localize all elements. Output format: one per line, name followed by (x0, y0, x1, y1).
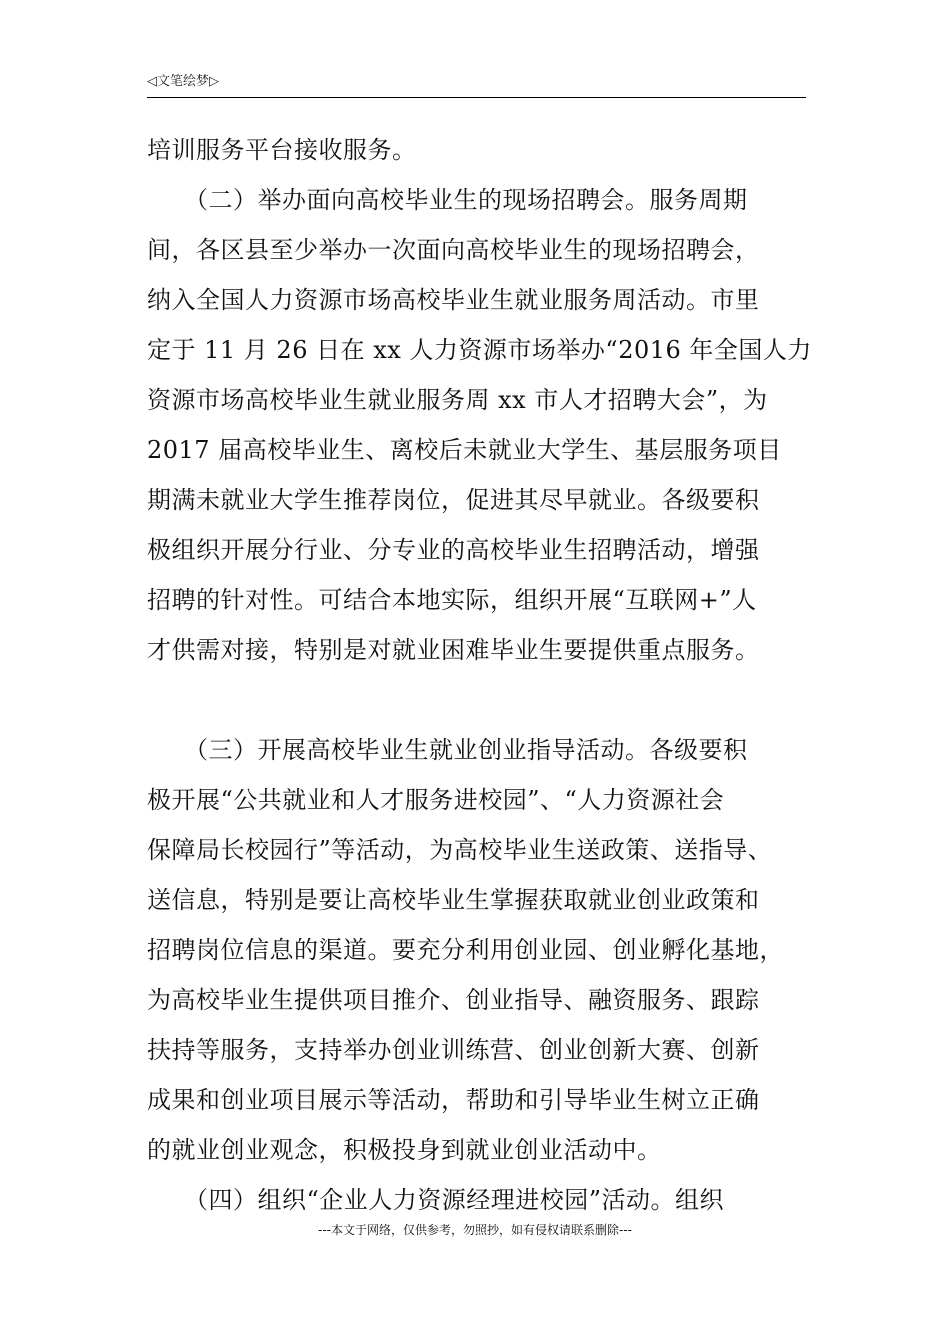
text-line: 极开展“公共就业和人才服务进校园”、“人力资源社会 (147, 786, 725, 814)
paragraph-section-2 (147, 175, 812, 675)
paragraph-section-4 (147, 1175, 808, 1225)
text-line: 的就业创业观念，积极投身到就业创业活动中。 (147, 1136, 662, 1164)
text-line: 期满未就业大学生推荐岗位，促进其尽早就业。各级要积 (147, 486, 760, 514)
text-line: 资源市场高校毕业生就业服务周 xx 市人才招聘大会”，为 (147, 386, 768, 414)
text-line: 送信息，特别是要让高校毕业生掌握获取就业创业政策和 (147, 886, 760, 914)
text-line: 招聘的针对性。可结合本地实际，组织开展“互联网+”人 (147, 586, 757, 614)
text-line: 2017 届高校毕业生、离校后未就业大学生、基层服务项目 (147, 436, 782, 464)
text-line: 为高校毕业生提供项目推介、创业指导、融资服务、跟踪 (147, 986, 760, 1014)
text-line: 扶持等服务，支持举办创业训练营、创业创新大赛、创新 (147, 1036, 760, 1064)
text-line: 培训服务平台接收服务。 (147, 136, 417, 164)
text-line: 保障局长校园行”等活动，为高校毕业生送政策、送指导、 (147, 836, 773, 864)
header-divider (147, 97, 806, 98)
paragraph-section-3 (147, 725, 808, 1175)
paragraph-spacer (147, 675, 808, 725)
text-line: 才供需对接，特别是对就业困难毕业生要提供重点服务。 (147, 636, 760, 664)
text-line: 间，各区县至少举办一次面向高校毕业生的现场招聘会， (147, 236, 760, 264)
page-footer: ---本文于网络，仅供参考，勿照抄，如有侵权请联系删除--- (318, 1223, 632, 1237)
page-header: ◁文笔绘梦▷ (147, 74, 219, 89)
text-line: 极组织开展分行业、分专业的高校毕业生招聘活动，增强 (147, 536, 760, 564)
paragraph-continuation (147, 125, 808, 175)
text-line: 纳入全国人力资源市场高校毕业生就业服务周活动。市里 (147, 286, 760, 314)
document-body (147, 125, 812, 1225)
text-line: 招聘岗位信息的渠道。要充分利用创业园、创业孵化基地， (147, 936, 784, 964)
text-line: （三）开展高校毕业生就业创业指导活动。各级要积 (147, 736, 748, 764)
text-line: 定于 11 月 26 日在 xx 人力资源市场举办“2016 年全国人力 (147, 336, 812, 364)
text-line: 成果和创业项目展示等活动，帮助和引导毕业生树立正确 (147, 1086, 760, 1114)
text-line: （二）举办面向高校毕业生的现场招聘会。服务周期 (147, 186, 748, 214)
text-line: （四）组织“企业人力资源经理进校园”活动。组织 (147, 1186, 725, 1214)
